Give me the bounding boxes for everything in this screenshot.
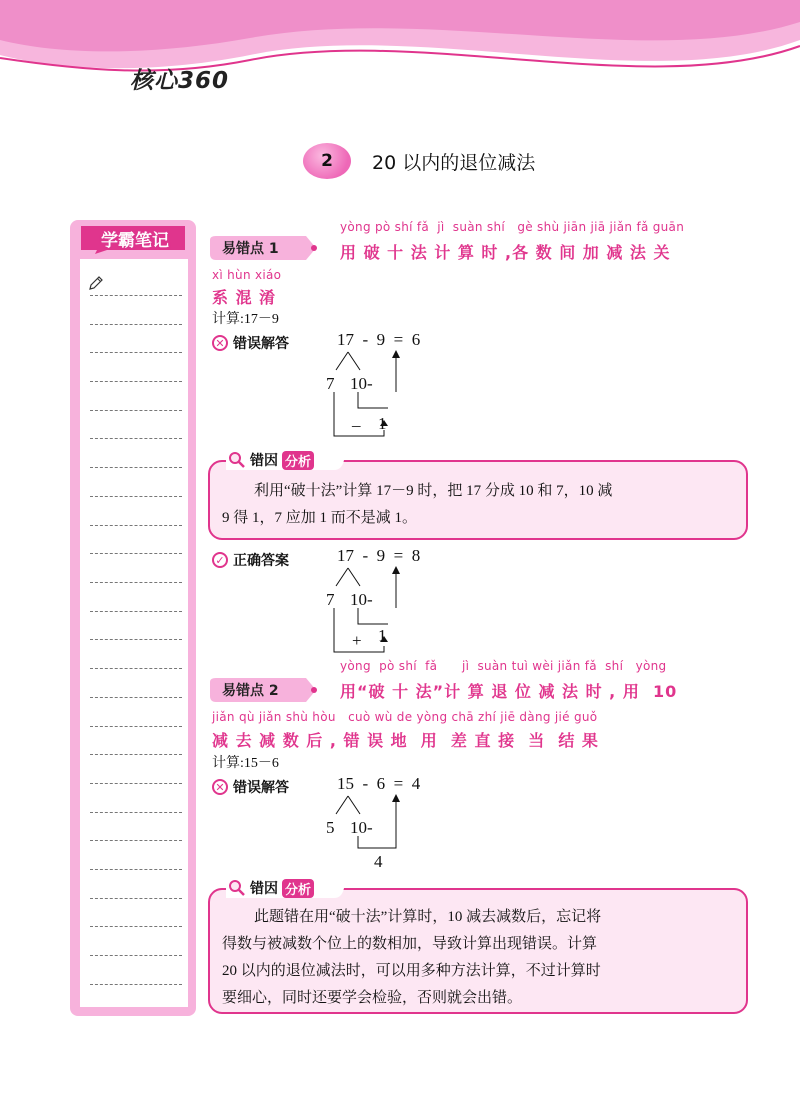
analysis-badge: 分析: [282, 879, 314, 898]
note-line: [90, 381, 182, 382]
note-line: [90, 754, 182, 755]
analysis-text-line: 利用“破十法”计算 17－9 时，把 17 分成 10 和 7，10 减: [254, 483, 613, 499]
pitfall-label-2: 易错点 2: [222, 683, 279, 699]
split-left: 7: [326, 374, 335, 393]
equation: 17 - 9 = 8: [337, 546, 421, 565]
pinyin-line: xì hùn xiáo: [212, 268, 282, 282]
magnifier-icon: [228, 451, 246, 469]
note-line: [90, 898, 182, 899]
split-diagram: [318, 350, 418, 442]
operator: _: [352, 410, 361, 429]
wrong-answer-text: 错误解答: [233, 780, 289, 796]
note-line: [90, 582, 182, 583]
equation: 17 - 9 = 6: [337, 330, 421, 349]
split-diagram: [318, 566, 418, 658]
note-line: [90, 352, 182, 353]
cross-icon: ✕: [212, 779, 228, 795]
note-line: [90, 410, 182, 411]
pinyin-line: yòng pò shí fǎ jì suàn tuì wèi jiǎn fǎ shí yòng: [340, 659, 667, 673]
pitfall-headline: 用“破 十 法”计 算 退 位 减 法 时 , 用 10: [340, 682, 678, 701]
pitfall-label-1: 易错点 1: [222, 241, 279, 257]
wrong-answer-label: [212, 333, 289, 353]
analysis-text-line: 得数与被减数个位上的数相加，导致计算出现错误。计算: [222, 936, 598, 952]
analysis-label-1: [228, 450, 314, 470]
note-line: [90, 926, 182, 927]
section-number-badge: 2: [303, 143, 351, 179]
note-line: [90, 840, 182, 841]
correct-answer-label: [212, 550, 289, 570]
pencil-icon: [88, 275, 104, 291]
note-line: [90, 639, 182, 640]
analysis-label-text: 错因: [250, 881, 278, 897]
note-line: [90, 438, 182, 439]
check-icon: ✓: [212, 552, 228, 568]
analysis-text-line: 20 以内的退位减法时，可以用多种方法计算，不过计算时: [222, 963, 601, 979]
split-right: 10-: [350, 818, 373, 837]
note-line: [90, 955, 182, 956]
note-line: [90, 812, 182, 813]
analysis-text-line: 9 得 1，7 应加 1 而不是减 1。: [222, 510, 418, 526]
note-line: [90, 783, 182, 784]
note-line: [90, 984, 182, 985]
split-result: 4: [374, 852, 383, 871]
note-line: [90, 869, 182, 870]
note-line: [90, 525, 182, 526]
wrong-answer-label: [212, 777, 289, 797]
analysis-badge: 分析: [282, 451, 314, 470]
sidebar-title: 学霸笔记: [101, 231, 169, 251]
split-right: 10-: [350, 374, 373, 393]
split-right: 10-: [350, 590, 373, 609]
note-line: [90, 324, 182, 325]
notes-paper: [80, 259, 188, 1007]
header-banner: [0, 0, 800, 120]
note-line: [90, 496, 182, 497]
pinyin-line: yòng pò shí fǎ jì suàn shí gè shù jiān jiā jiǎn fǎ guān: [340, 220, 685, 234]
split-result: 1: [378, 414, 387, 433]
analysis-text-line: 要细心，同时还要学会检验，否则就会出错。: [222, 990, 523, 1006]
note-line: [90, 668, 182, 669]
pinyin-line: jiǎn qù jiǎn shù hòu cuò wù de yòng chā zhí jiē dàng jié guǒ: [212, 710, 598, 724]
note-line: [90, 726, 182, 727]
note-line: [90, 553, 182, 554]
section-title: 20 以内的退位减法: [372, 152, 536, 174]
split-left: 7: [326, 590, 335, 609]
magnifier-icon: [228, 879, 246, 897]
pitfall-headline-cont: 系 混 淆: [212, 288, 277, 307]
note-line: [90, 295, 182, 296]
wrong-answer-text: 错误解答: [233, 336, 289, 352]
note-line: [90, 611, 182, 612]
note-line: [90, 697, 182, 698]
analysis-text-line: 此题错在用“破十法”计算时，10 减去减数后，忘记将: [254, 909, 602, 925]
pitfall-headline-cont: 减 去 减 数 后 , 错 误 地 用 差 直 接 当 结 果: [212, 731, 599, 750]
calculation-prompt: 计算:17－9: [212, 312, 279, 327]
brand-logo: 核心360: [130, 68, 230, 94]
cross-icon: ✕: [212, 335, 228, 351]
analysis-label-text: 错因: [250, 453, 278, 469]
calculation-prompt: 计算:15－6: [212, 756, 279, 771]
split-left: 5: [326, 818, 335, 837]
split-result: 1: [378, 626, 387, 645]
operator: +: [352, 631, 362, 650]
analysis-label-2: [228, 878, 314, 898]
correct-answer-text: 正确答案: [233, 553, 289, 569]
pitfall-headline: 用 破 十 法 计 算 时 ,各 数 间 加 减 法 关: [340, 243, 671, 262]
equation: 15 - 6 = 4: [337, 774, 421, 793]
note-line: [90, 467, 182, 468]
